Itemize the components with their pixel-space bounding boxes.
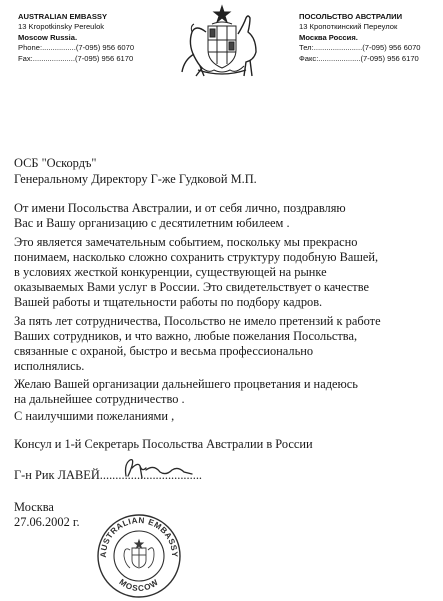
recipient-org: ОСБ "Оскордъ" [14, 156, 97, 170]
place: Москва [14, 500, 54, 514]
header-left-address [18, 12, 148, 64]
closing-line: С наилучшими пожеланиями , [14, 409, 175, 423]
street-en: 13 Kropotkinsky Pereulok [18, 22, 105, 32]
seal-crest-icon [124, 540, 154, 568]
embassy-seal-stamp [94, 510, 184, 598]
city-en: Moscow Russia. [18, 32, 78, 42]
header-right-address [299, 12, 439, 64]
signatory-title: Консул и 1-й Секретарь Посольства Австралии в России [14, 437, 313, 451]
body-line: За пять лет сотрудничества, Посольство не имело претензий к работе [14, 314, 381, 328]
recipient-name: Генеральному Директору Г-же Гудковой М.П. [14, 172, 257, 186]
body-line: Ваших сотрудников, и что важно, любые пожелания Посольства, [14, 329, 358, 343]
street-ru: 13 Кропоткинский Переулок [299, 22, 398, 32]
body-line: в условиях жесткой конкуренции, существующей на рынке [14, 265, 327, 279]
seal-top-text: AUSTRALIAN EMBASSY [98, 515, 180, 558]
phone-en: Phone:................(7-095) 956 6070 [18, 43, 135, 53]
svg-text:MOSCOW [117, 577, 160, 593]
fax-ru: Факс:....................(7-095) 956 6170 [299, 53, 419, 63]
phone-ru: Тел:.......................(7-095) 956 6070 [299, 43, 421, 53]
body-line: понимаем, насколько сложно сохранить структуру подобную Вашей, [14, 250, 379, 264]
body-line: От имени Посольства Австралии, и от себя лично, поздравляю [14, 201, 346, 215]
body-line: Вашей работы и тщательности работы по подбору кадров. [14, 295, 323, 309]
body-line: Вас и Вашу организацию с десятилетним юбилеем . [14, 216, 290, 230]
signatory-name: Г-н Рик ЛАВЕЙ................................. [14, 468, 203, 482]
letter-date: 27.06.2002 г. [14, 515, 80, 529]
city-ru: Москва Россия. [299, 32, 358, 42]
fax-en: Fax:....................(7-095) 956 6170 [18, 53, 134, 63]
handwritten-signature [120, 456, 200, 482]
embassy-title-en: AUSTRALIAN EMBASSY [18, 12, 108, 21]
body-line: связанные с охраной, быстро и весьма профессионально [14, 344, 314, 358]
body-line: на дальнейшее сотрудничество . [14, 392, 185, 406]
body-line: исполнялись. [14, 359, 85, 373]
body-line: Желаю Вашей организации дальнейшего процветания и надеюсь [14, 377, 358, 391]
body-line: оказываемых Вами услуг в России. Это свидетельствует о качестве [14, 280, 369, 294]
coat-of-arms-icon [178, 4, 266, 80]
seal-bottom-text: MOSCOW [117, 577, 161, 594]
embassy-title-ru: ПОСОЛЬСТВО АВСТРАЛИИ [299, 12, 403, 21]
body-line: Это является замечательным событием, поскольку мы прекрасно [14, 235, 358, 249]
